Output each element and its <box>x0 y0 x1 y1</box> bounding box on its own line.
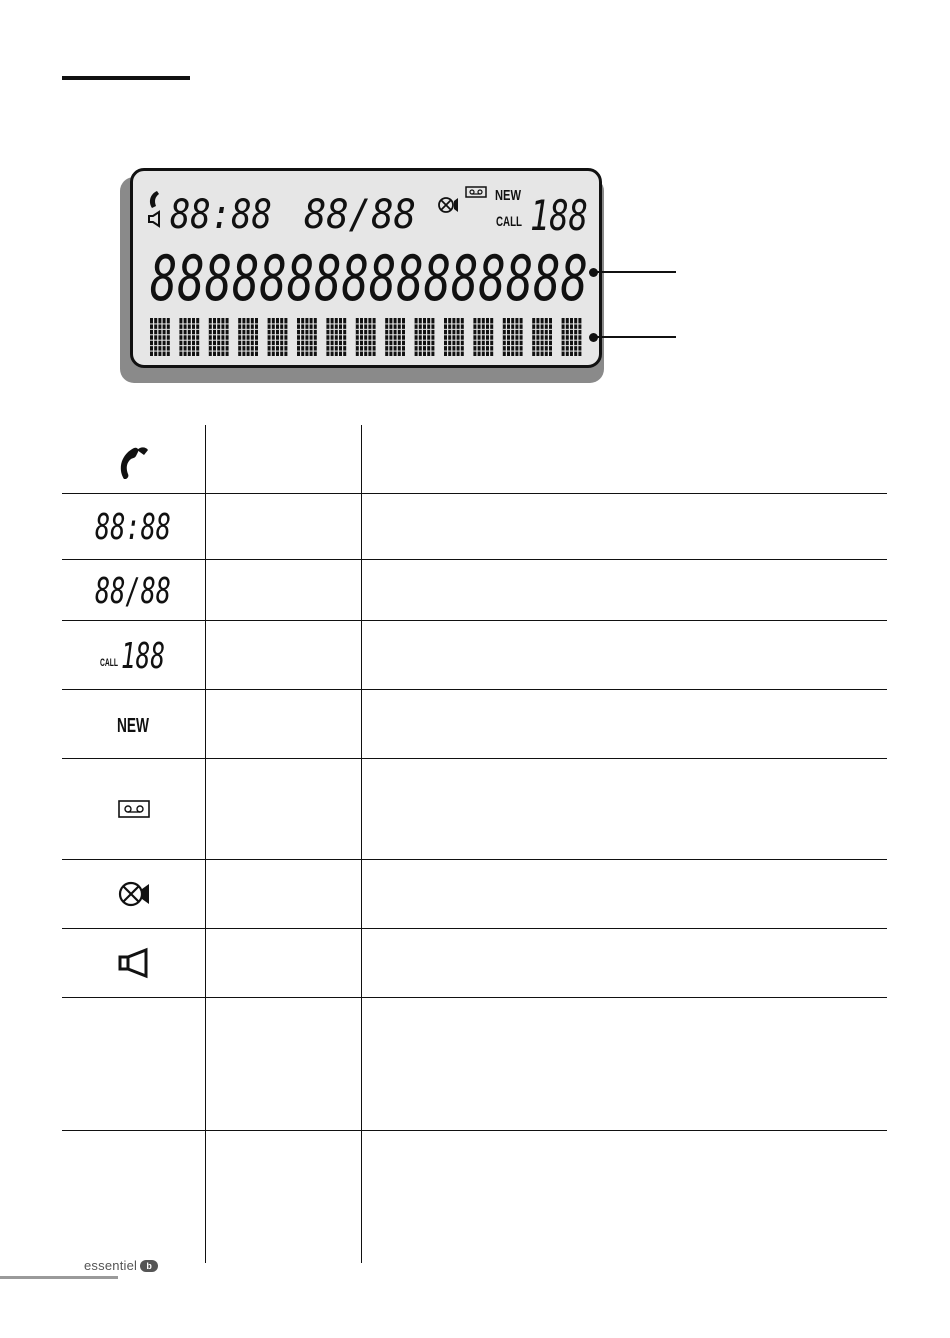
table-row-new <box>62 689 205 758</box>
lcd-call-label: CALL <box>496 213 523 229</box>
lcd-call-counter: 188 <box>530 191 588 240</box>
lcd-dot-matrix-row <box>150 318 583 356</box>
lcd-ringer-off-icon <box>439 198 458 212</box>
brand-badge: b <box>140 1260 158 1272</box>
callout-line-dot-matrix <box>596 336 676 338</box>
dot-matrix-cell <box>562 318 583 356</box>
lcd-content <box>118 168 610 386</box>
footer-rule <box>0 1276 118 1279</box>
dot-matrix-cell <box>473 318 494 356</box>
call-counter-digits: 188 <box>120 635 165 677</box>
date-segments-display <box>94 570 174 610</box>
top-rule <box>62 76 190 80</box>
lcd-display-illustration <box>118 168 610 386</box>
dot-matrix-cell <box>268 318 289 356</box>
lcd-main-line: 8888888888888888 <box>150 242 588 315</box>
clock-segments-text: 88:88 <box>94 507 171 548</box>
dot-matrix-cell <box>503 318 524 356</box>
dot-matrix-cell <box>356 318 377 356</box>
table-row-speaker <box>62 928 205 997</box>
lcd-speaker-icon <box>149 212 159 226</box>
table-row-empty <box>62 997 205 1130</box>
answering-machine-icon <box>118 800 150 818</box>
dot-matrix-cell <box>444 318 465 356</box>
speaker-icon <box>118 948 150 978</box>
table-row-call-counter <box>62 620 205 689</box>
new-indicator <box>114 712 154 736</box>
lcd-date: 88/88 <box>304 192 416 238</box>
table-row-empty <box>62 1130 205 1263</box>
dot-matrix-cell <box>326 318 347 356</box>
new-indicator-text: NEW <box>116 714 149 737</box>
dot-matrix-cell <box>415 318 436 356</box>
dot-matrix-cell <box>150 318 171 356</box>
table-row-date <box>62 559 205 620</box>
lcd-answering-machine-icon <box>466 187 486 197</box>
brand-logo <box>84 1258 158 1273</box>
table-row-handset <box>62 425 205 493</box>
clock-segments-display <box>94 506 174 546</box>
lcd-handset-icon <box>150 191 159 208</box>
icon-description-table <box>62 425 887 1263</box>
callout-line-main-line <box>596 271 676 273</box>
brand-name: essentiel <box>84 1258 138 1273</box>
dot-matrix-cell <box>385 318 406 356</box>
column-divider-2 <box>361 425 362 1263</box>
column-divider-1 <box>205 425 206 1263</box>
ringer-off-icon <box>117 878 151 910</box>
handset-icon <box>119 446 149 480</box>
dot-matrix-cell <box>179 318 200 356</box>
table-row-answering-machine <box>62 758 205 859</box>
dot-matrix-cell <box>297 318 318 356</box>
dot-matrix-cell <box>238 318 259 356</box>
date-segments-text: 88/88 <box>94 570 171 612</box>
table-row-ringer-off <box>62 859 205 928</box>
call-counter-display <box>99 635 169 675</box>
dot-matrix-cell <box>532 318 553 356</box>
lcd-time: 88:88 <box>170 192 272 238</box>
table-row-clock <box>62 493 205 559</box>
lcd-new-label: NEW <box>495 187 522 204</box>
call-counter-label: CALL <box>99 656 118 669</box>
dot-matrix-cell <box>209 318 230 356</box>
